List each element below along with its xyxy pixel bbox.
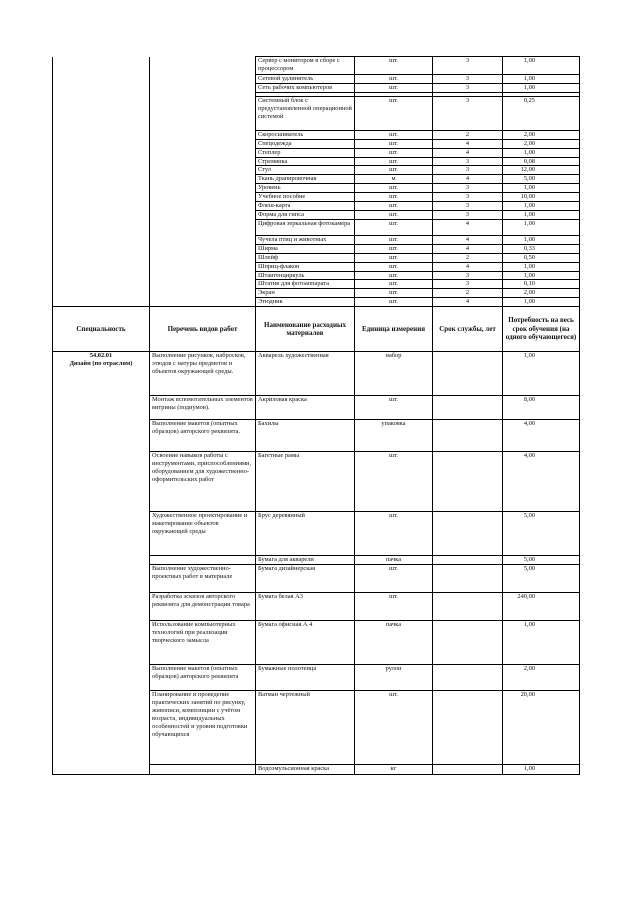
unit-cell: шт. <box>355 289 433 298</box>
header-need: Потребность на весь срок обучения (на одного обучающегося) <box>503 307 580 352</box>
table-row <box>53 235 580 244</box>
unit-cell: шт. <box>355 298 433 307</box>
table-row <box>53 83 580 92</box>
unit-cell: шт. <box>355 253 433 262</box>
term-cell: 3 <box>433 83 503 92</box>
material-cell: Бумага белая А3 <box>256 593 355 621</box>
qty-cell: 5,00 <box>503 565 580 593</box>
specialty-cell <box>53 262 150 271</box>
material-cell: Цифровая зеркальная фотокамера <box>256 219 355 235</box>
unit-cell: м <box>355 175 433 184</box>
works-cell: Монтаж вспомогательных элементов витрины (подиумов). <box>150 396 256 420</box>
term-cell: 4 <box>433 148 503 157</box>
term-cell <box>433 352 503 396</box>
works-cell: Выполнение макетов (опытных образцов) авторского реквизита. <box>150 420 256 452</box>
table-row <box>53 157 580 166</box>
term-cell: 3 <box>433 184 503 193</box>
materials-table <box>52 56 580 775</box>
material-cell: Ширма <box>256 244 355 253</box>
term-cell: 4 <box>433 219 503 235</box>
qty-cell: 4,00 <box>503 420 580 452</box>
material-cell: Брус деревянный <box>256 512 355 556</box>
qty-cell: 1,00 <box>503 621 580 665</box>
specialty-cell <box>53 253 150 262</box>
qty-cell: 240,00 <box>503 593 580 621</box>
bottom-section <box>53 352 580 775</box>
unit-cell: шт. <box>355 157 433 166</box>
term-cell <box>433 765 503 775</box>
unit-cell: шт. <box>355 83 433 92</box>
header-material: Наименование расходных материалов <box>256 307 355 352</box>
unit-cell: шт. <box>355 280 433 289</box>
qty-cell: 0,25 <box>503 96 580 130</box>
table-row <box>53 262 580 271</box>
specialty-cell <box>53 175 150 184</box>
unit-cell: шт. <box>355 396 433 420</box>
unit-cell: шт. <box>355 219 433 235</box>
term-cell <box>433 396 503 420</box>
material-cell: Сеть рабочих компьютеров <box>256 83 355 92</box>
qty-cell: 1,00 <box>503 57 580 75</box>
term-cell: 4 <box>433 298 503 307</box>
table-row <box>53 130 580 139</box>
term-cell <box>433 452 503 512</box>
term-cell: 3 <box>433 75 503 84</box>
unit-cell: упаковка <box>355 420 433 452</box>
top-section <box>53 57 580 307</box>
term-cell <box>433 691 503 765</box>
material-cell: Степлер <box>256 148 355 157</box>
term-cell: 2 <box>433 130 503 139</box>
term-cell: 4 <box>433 175 503 184</box>
specialty-cell <box>53 148 150 157</box>
material-cell: Сетевой удлинитель <box>256 75 355 84</box>
qty-cell: 1,00 <box>503 184 580 193</box>
unit-cell: шт. <box>355 166 433 175</box>
table-row <box>53 148 580 157</box>
header-section <box>53 307 580 352</box>
specialty-cell <box>53 280 150 289</box>
qty-cell: 1,00 <box>503 83 580 92</box>
works-cell <box>150 202 256 211</box>
material-cell: Уровень <box>256 184 355 193</box>
table-row <box>53 298 580 307</box>
unit-cell: шт. <box>355 593 433 621</box>
table-row <box>53 289 580 298</box>
unit-cell: рулон <box>355 665 433 691</box>
table-row <box>53 271 580 280</box>
unit-cell: шт. <box>355 130 433 139</box>
works-cell: Использование компьютерных технологий при реализации творческого замысла <box>150 621 256 665</box>
qty-cell: 1,00 <box>503 235 580 244</box>
unit-cell: пачка <box>355 621 433 665</box>
qty-cell: 0,50 <box>503 253 580 262</box>
works-cell <box>150 244 256 253</box>
material-cell: Стул <box>256 166 355 175</box>
unit-cell: пачка <box>355 556 433 565</box>
qty-cell: 1,00 <box>503 352 580 396</box>
works-cell <box>150 175 256 184</box>
works-cell <box>150 219 256 235</box>
unit-cell: шт. <box>355 184 433 193</box>
specialty-cell <box>53 219 150 235</box>
table-row <box>53 219 580 235</box>
material-cell: Форма для гипса <box>256 210 355 219</box>
qty-cell: 2,00 <box>503 665 580 691</box>
specialty-cell <box>53 57 150 75</box>
term-cell <box>433 556 503 565</box>
material-cell: Учебное пособие <box>256 193 355 202</box>
qty-cell: 1,00 <box>503 298 580 307</box>
material-cell: Системный блок с предустановленной операционной системой <box>256 96 355 130</box>
term-cell: 3 <box>433 166 503 175</box>
qty-cell: 5,00 <box>503 512 580 556</box>
works-cell: Планирование и проведение практических занятий по рисунку, живописи, композиции с учётом возраста, индивидуальных особенностей и уровня подготовки обучающихся <box>150 691 256 765</box>
material-cell: Ватман чертежный <box>256 691 355 765</box>
specialty-cell <box>53 130 150 139</box>
specialty-cell <box>53 202 150 211</box>
unit-cell: шт. <box>355 210 433 219</box>
specialty-cell <box>53 352 150 775</box>
specialty-cell <box>53 83 150 92</box>
material-cell: Экран <box>256 289 355 298</box>
qty-cell: 10,00 <box>503 193 580 202</box>
table-row <box>53 352 580 396</box>
material-cell: Стремянка <box>256 157 355 166</box>
table-row <box>53 253 580 262</box>
unit-cell: шт. <box>355 262 433 271</box>
works-cell <box>150 280 256 289</box>
specialty-cell <box>53 96 150 130</box>
qty-cell: 1,00 <box>503 148 580 157</box>
specialty-cell <box>53 139 150 148</box>
works-cell <box>150 184 256 193</box>
header-unit: Единица измерения <box>355 307 433 352</box>
term-cell <box>433 621 503 665</box>
unit-cell: шт. <box>355 452 433 512</box>
qty-cell: 1,00 <box>503 271 580 280</box>
table-row <box>53 57 580 75</box>
table-row <box>53 280 580 289</box>
term-cell <box>433 565 503 593</box>
term-cell: 2 <box>433 253 503 262</box>
qty-cell: 0,33 <box>503 244 580 253</box>
unit-cell: шт. <box>355 271 433 280</box>
specialty-cell <box>53 235 150 244</box>
header-service: Срок службы, лет <box>433 307 503 352</box>
material-cell: Этюдник <box>256 298 355 307</box>
material-cell: Чучела птиц и животных <box>256 235 355 244</box>
table-row <box>53 75 580 84</box>
unit-cell: шт. <box>355 139 433 148</box>
works-cell <box>150 157 256 166</box>
works-cell <box>150 193 256 202</box>
term-cell: 2 <box>433 289 503 298</box>
header-row <box>53 307 580 352</box>
qty-cell: 2,00 <box>503 289 580 298</box>
material-cell: Шприц-флакон <box>256 262 355 271</box>
material-cell: Бумага дизайнерская <box>256 565 355 593</box>
material-cell: Шлейф <box>256 253 355 262</box>
works-cell <box>150 765 256 775</box>
unit-cell: шт. <box>355 244 433 253</box>
qty-cell: 4,00 <box>503 452 580 512</box>
qty-cell: 12,00 <box>503 166 580 175</box>
works-cell <box>150 166 256 175</box>
works-cell <box>150 253 256 262</box>
material-cell: Штатив для фотоаппарата <box>256 280 355 289</box>
term-cell: 3 <box>433 57 503 75</box>
works-cell: Выполнение рисунков, набросков, этюдов с натуры предметов и объектов окружающей среды. <box>150 352 256 396</box>
term-cell: 3 <box>433 193 503 202</box>
works-cell <box>150 139 256 148</box>
table-row <box>53 202 580 211</box>
term-cell: 4 <box>433 262 503 271</box>
qty-cell: 1,00 <box>503 219 580 235</box>
material-cell: Водоэмульсионная краска <box>256 765 355 775</box>
qty-cell: 0,10 <box>503 280 580 289</box>
qty-cell: 5,00 <box>503 556 580 565</box>
qty-cell: 2,00 <box>503 139 580 148</box>
specialty-cell <box>53 271 150 280</box>
specialty-cell <box>53 166 150 175</box>
unit-cell: шт. <box>355 96 433 130</box>
term-cell: 4 <box>433 235 503 244</box>
table-row <box>53 175 580 184</box>
material-cell: Бумага для акварели <box>256 556 355 565</box>
specialty-cell <box>53 157 150 166</box>
table-row <box>53 193 580 202</box>
header-specialty: Специальность <box>53 307 150 352</box>
table-row <box>53 244 580 253</box>
works-cell <box>150 75 256 84</box>
term-cell: 3 <box>433 210 503 219</box>
works-cell <box>150 298 256 307</box>
material-cell: Бахилы <box>256 420 355 452</box>
specialty-cell <box>53 184 150 193</box>
qty-cell: 2,00 <box>503 130 580 139</box>
table-row <box>53 139 580 148</box>
works-cell <box>150 556 256 565</box>
works-cell <box>150 289 256 298</box>
works-cell: Выполнение художественно-проектных работ в материале <box>150 565 256 593</box>
header-works: Перечень видов работ <box>150 307 256 352</box>
works-cell <box>150 235 256 244</box>
table-row <box>53 184 580 193</box>
table-row <box>53 96 580 130</box>
qty-cell: 1,00 <box>503 210 580 219</box>
specialty-code: 54.02.01 <box>89 352 113 360</box>
specialty-cell <box>53 298 150 307</box>
material-cell: Акриловая краска <box>256 396 355 420</box>
works-cell: Освоение навыков работы с инструментами, приспособлениями, оборудованием для художественно-оформительских работ <box>150 452 256 512</box>
material-cell: Сервер с монитором в сборе с процессором <box>256 57 355 75</box>
works-cell: Выполнение макетов (опытных образцов) авторского реквизита <box>150 665 256 691</box>
qty-cell: 0,08 <box>503 157 580 166</box>
works-cell <box>150 83 256 92</box>
unit-cell: шт. <box>355 193 433 202</box>
material-cell: Бумажные полотенца <box>256 665 355 691</box>
unit-cell: шт. <box>355 512 433 556</box>
unit-cell: кг <box>355 765 433 775</box>
term-cell: 3 <box>433 280 503 289</box>
material-cell: Багетные рамы <box>256 452 355 512</box>
term-cell <box>433 665 503 691</box>
term-cell <box>433 512 503 556</box>
works-cell <box>150 57 256 75</box>
material-cell: Спецодежда <box>256 139 355 148</box>
works-cell <box>150 96 256 130</box>
material-cell: Штангенциркуль <box>256 271 355 280</box>
material-cell: Флеш-карта <box>256 202 355 211</box>
material-cell: Акварель художественная <box>256 352 355 396</box>
qty-cell: 20,00 <box>503 691 580 765</box>
term-cell: 3 <box>433 271 503 280</box>
unit-cell: шт. <box>355 202 433 211</box>
unit-cell: шт. <box>355 57 433 75</box>
qty-cell: 1,00 <box>503 765 580 775</box>
unit-cell: шт. <box>355 148 433 157</box>
unit-cell: шт. <box>355 565 433 593</box>
term-cell: 3 <box>433 157 503 166</box>
works-cell <box>150 271 256 280</box>
works-cell <box>150 210 256 219</box>
table-row <box>53 210 580 219</box>
qty-cell: 1,00 <box>503 75 580 84</box>
material-cell: Скоросшиватель <box>256 130 355 139</box>
specialty-cell <box>53 244 150 253</box>
works-cell <box>150 148 256 157</box>
term-cell: 4 <box>433 244 503 253</box>
qty-cell: 1,00 <box>503 202 580 211</box>
works-cell <box>150 130 256 139</box>
unit-cell: шт. <box>355 235 433 244</box>
term-cell: 3 <box>433 202 503 211</box>
specialty-cell <box>53 210 150 219</box>
material-cell: Ткань драпировочная <box>256 175 355 184</box>
qty-cell: 1,00 <box>503 262 580 271</box>
works-cell: Разработка эскизов авторского реквизита для демонстрации товара <box>150 593 256 621</box>
specialty-cell <box>53 75 150 84</box>
table-row <box>53 166 580 175</box>
specialty-name: Дизайн (по отраслям) <box>69 360 133 368</box>
specialty-cell <box>53 193 150 202</box>
term-cell: 4 <box>433 139 503 148</box>
material-cell: Бумага офисная А 4 <box>256 621 355 665</box>
term-cell <box>433 420 503 452</box>
qty-cell: 8,00 <box>503 396 580 420</box>
term-cell: 3 <box>433 96 503 130</box>
works-cell <box>150 262 256 271</box>
unit-cell: шт. <box>355 691 433 765</box>
qty-cell: 5,00 <box>503 175 580 184</box>
specialty-cell <box>53 289 150 298</box>
unit-cell: шт. <box>355 75 433 84</box>
term-cell <box>433 593 503 621</box>
works-cell: Художественное проектирование и макетирование объектов окружающей среды <box>150 512 256 556</box>
unit-cell: набор <box>355 352 433 396</box>
